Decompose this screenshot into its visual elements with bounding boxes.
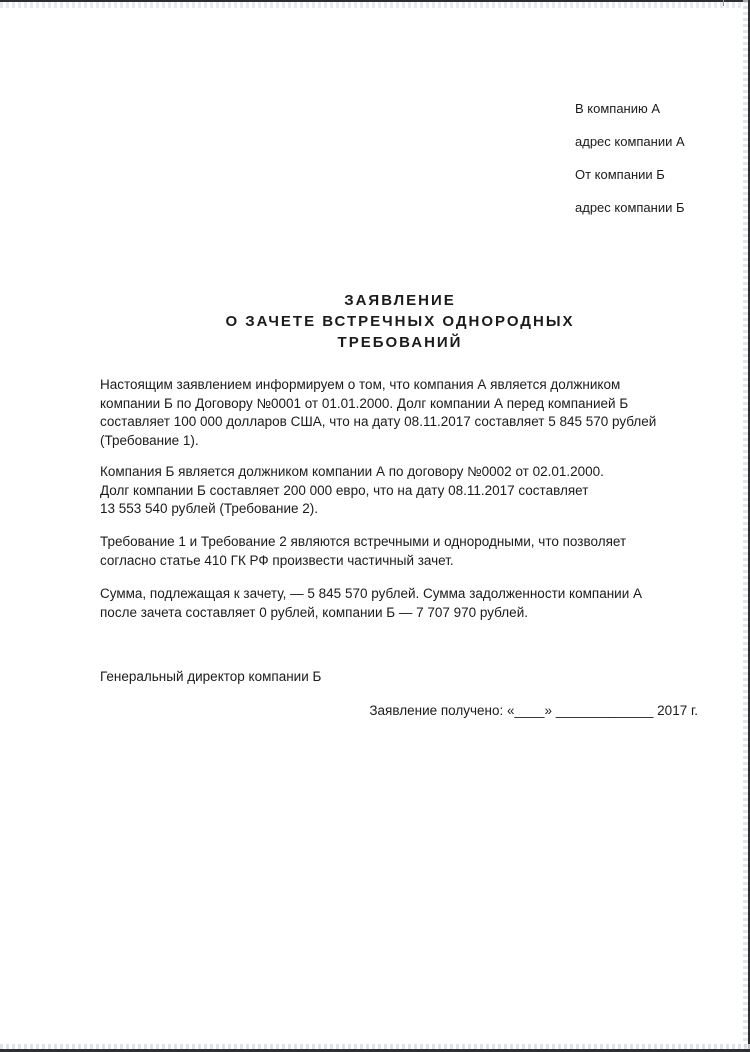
text-line: Сумма, подлежащая к зачету, — 5 845 570 рублей. Сумма задолженности компании А (100, 586, 642, 601)
text-line: Долг компании Б составляет 200 000 евро, что на дату 08.11.2017 составляет (100, 482, 589, 498)
scan-edge-bottom-shadow (0, 1044, 750, 1049)
document-title (0, 290, 750, 353)
received-line: Заявление получено: «____» _____________ 2017 г. (369, 703, 698, 718)
from-address: адрес компании Б (575, 200, 685, 215)
text-line: компании Б по Договору №0001 от 01.01.2000. Долг компании А перед компанией Б (100, 395, 629, 411)
title-line-3: ТРЕБОВАНИЙ (337, 334, 463, 351)
addressee-block (575, 92, 685, 224)
title-line-1: ЗАЯВЛЕНИЕ (344, 292, 456, 309)
paragraph-claim-2 (100, 463, 700, 519)
corner-mark (723, 0, 724, 6)
title-line-2: О ЗАЧЕТЕ ВСТРЕЧНЫХ ОДНОРОДНЫХ (225, 313, 575, 330)
from-company: От компании Б (575, 167, 665, 182)
text-line: составляет 100 000 долларов США, что на дату 08.11.2017 составляет 5 845 570 рублей (100, 414, 657, 429)
text-line: согласно статье 410 ГК РФ произвести частичный зачет. (100, 552, 454, 568)
paragraph-set-off (100, 533, 700, 570)
scan-edge-right-shadow (743, 0, 748, 1052)
paragraph-amount (100, 585, 700, 622)
scan-edge-top-shadow (0, 2, 750, 8)
to-address: адрес компании А (575, 134, 685, 149)
paragraph-claim-1 (100, 376, 700, 450)
text-line: Настоящим заявлением информируем о том, что компания А является должником (100, 377, 621, 392)
text-line: 13 553 540 рублей (Требование 2). (100, 501, 319, 516)
signer-title: Генеральный директор компании Б (100, 669, 322, 684)
text-line: Требование 1 и Требование 2 являются встречными и однородными, что позволяет (100, 534, 627, 549)
text-line: (Требование 1). (100, 432, 199, 448)
to-company: В компанию А (575, 101, 661, 116)
text-line: Компания Б является должником компании А по договору №0002 от 02.01.2000. (100, 464, 604, 479)
text-line: после зачета составляет 0 рублей, компании Б — 7 707 970 рублей. (100, 604, 528, 620)
